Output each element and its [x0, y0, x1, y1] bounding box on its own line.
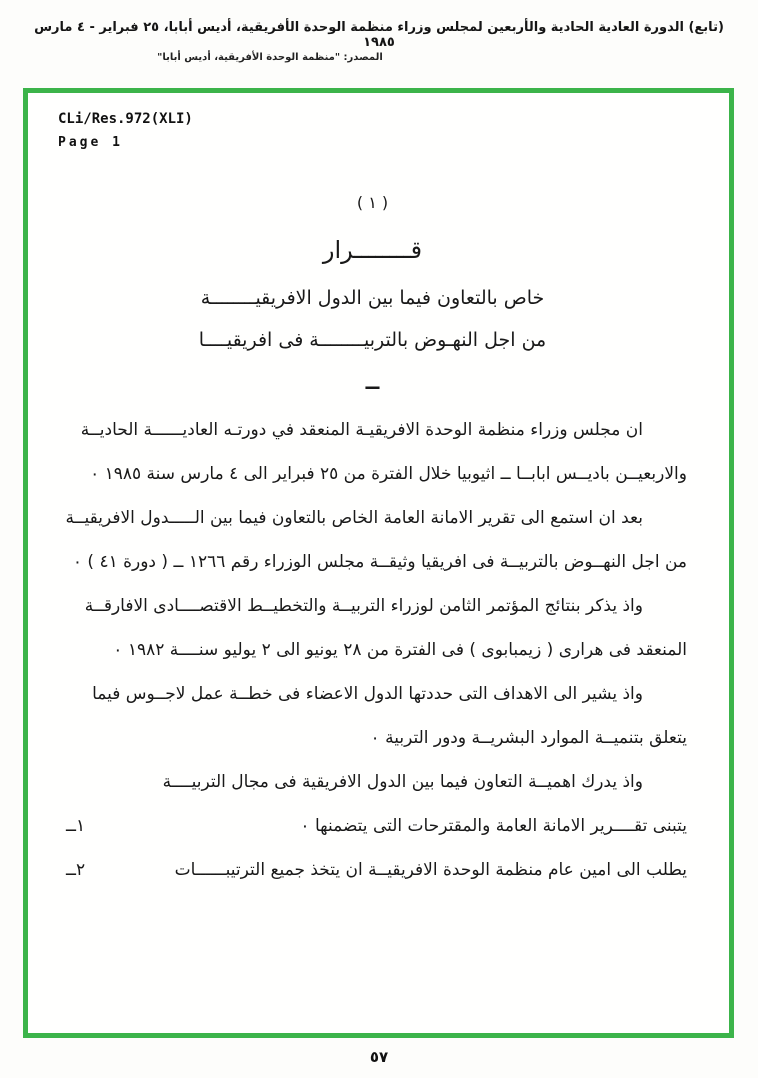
resolution-title: قــــــــرار: [322, 236, 423, 264]
document-reference-block: [58, 111, 193, 150]
numbered-item: [58, 804, 687, 848]
paragraphs: [58, 408, 687, 804]
subtitle-line: من اجل النهـوض بالتربيــــــــة فى افريقيــــا: [198, 328, 547, 351]
document-frame: [23, 88, 734, 1038]
item-text: يتبنى تقــــرير الامانة العامة والمقترحات التى يتضمنها ٠: [300, 815, 687, 836]
item-text: يطلب الى امين عام منظمة الوحدة الافريقيــة ان يتخذ جميع الترتيبــــــات: [174, 859, 687, 880]
paragraph: واذ يدرك اهميــة التعاون فيما بين الدول الافريقية فى مجال التربيــــة: [162, 771, 643, 792]
paragraph: واذ يذكر بنتائج المؤتمر الثامن لوزراء التربيــة والتخطيــط الاقتصــــادى الافارقــة المنعقد فى هرارى ( زيمبابوى ) فى الفترة من ٢٨ يونيو الى ٢ يوليو سنــــة ١٩٨٢ ٠: [84, 595, 687, 660]
item-number-label: ٢ــ: [66, 859, 86, 880]
page-number: ٥٧: [369, 1048, 389, 1066]
paragraph: ان مجلس وزراء منظمة الوحدة الافريقيـة المنعقد في دورتـه العاديــــــة الحاديــة والاربعيــن باديــس ابابــا ــ اثيوبيا خلال الفترة من ٢٥ فبراير الى ٤ مارس سنة ١٩٨٥ ٠: [80, 419, 687, 484]
separator-dash: ــ: [365, 369, 380, 394]
document-reference: CLi/Res.972(XLI): [58, 111, 193, 127]
paragraph: واذ يشير الى الاهداف التى حددتها الدول الاعضاء فى خطــة عمل لاجــوس فيما يتعلق بتنميــة الموارد البشريــة ودور التربية ٠: [92, 683, 687, 748]
page-label: Page 1: [58, 135, 123, 150]
subtitle-line: خاص بالتعاون فيما بين الدول الافريقيــــــــة: [200, 287, 545, 309]
resolution-subtitle: [58, 278, 687, 362]
paragraph: بعد ان استمع الى تقرير الامانة العامة الخاص بالتعاون فيما بين الـــــدول الافريقيــة من اجل النهــوض بالتربيــة فى افريقيا وثيقــة مجلس الوزراء رقم ١٢٦٦ ــ ( دورة ٤١ ) ٠: [65, 507, 687, 572]
document-body: [58, 193, 687, 892]
source-line: المصدر: "منظمة الوحدة الأفريقية، أديس أبابا": [157, 52, 383, 63]
numbered-items: [58, 804, 687, 892]
item-number-label: ١ــ: [66, 815, 86, 836]
session-header: (تابع) الدورة العادية الحادية والأربعين لمجلس وزراء منظمة الوحدة الأفريقية، أديس أبابا، ٢٥ فبراير - ٤ مارس ١٩٨٥: [34, 20, 724, 50]
resolution-item-number: ( ١ ): [356, 193, 389, 212]
numbered-item: [58, 848, 687, 892]
